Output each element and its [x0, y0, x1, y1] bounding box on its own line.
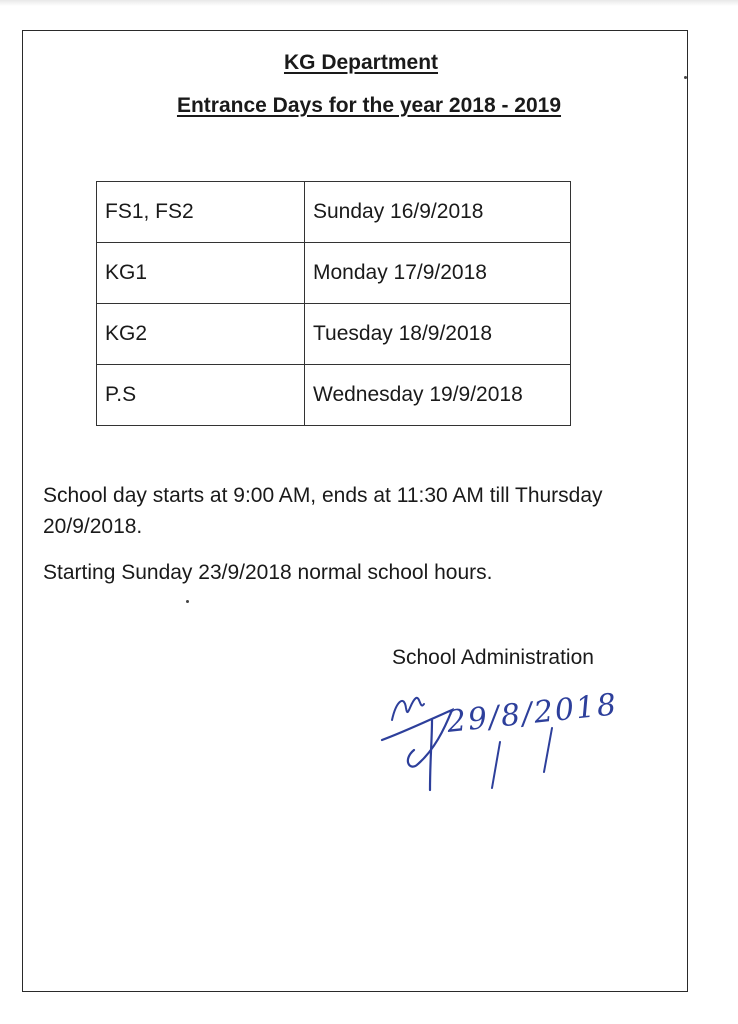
signatory-label: School Administration — [392, 646, 594, 669]
group-cell: KG2 — [97, 304, 305, 365]
day-cell: Wednesday 19/9/2018 — [305, 365, 571, 426]
table-row — [97, 243, 571, 304]
entrance-schedule-table — [96, 181, 571, 426]
day-cell: Sunday 16/9/2018 — [305, 182, 571, 243]
department-title: KG Department — [283, 51, 439, 74]
group-cell: FS1, FS2 — [97, 182, 305, 243]
signed-date: 29/8/2018 — [445, 687, 620, 740]
day-cell: Tuesday 18/9/2018 — [305, 304, 571, 365]
table-row — [97, 365, 571, 426]
normal-hours-note: Starting Sunday 23/9/2018 normal school hours. — [43, 561, 493, 584]
group-cell: KG1 — [97, 243, 305, 304]
table-row — [97, 304, 571, 365]
entrance-days-title: Entrance Days for the year 2018 - 2019 — [176, 94, 562, 117]
scan-speck — [186, 600, 189, 603]
table-row — [97, 182, 571, 243]
group-cell: P.S — [97, 365, 305, 426]
day-cell: Monday 17/9/2018 — [305, 243, 571, 304]
scan-top-edge — [0, 0, 738, 6]
school-hours-note: School day starts at 9:00 AM, ends at 11:30 AM till Thursday 20/9/2018. — [43, 484, 603, 538]
scan-speck — [684, 76, 687, 79]
